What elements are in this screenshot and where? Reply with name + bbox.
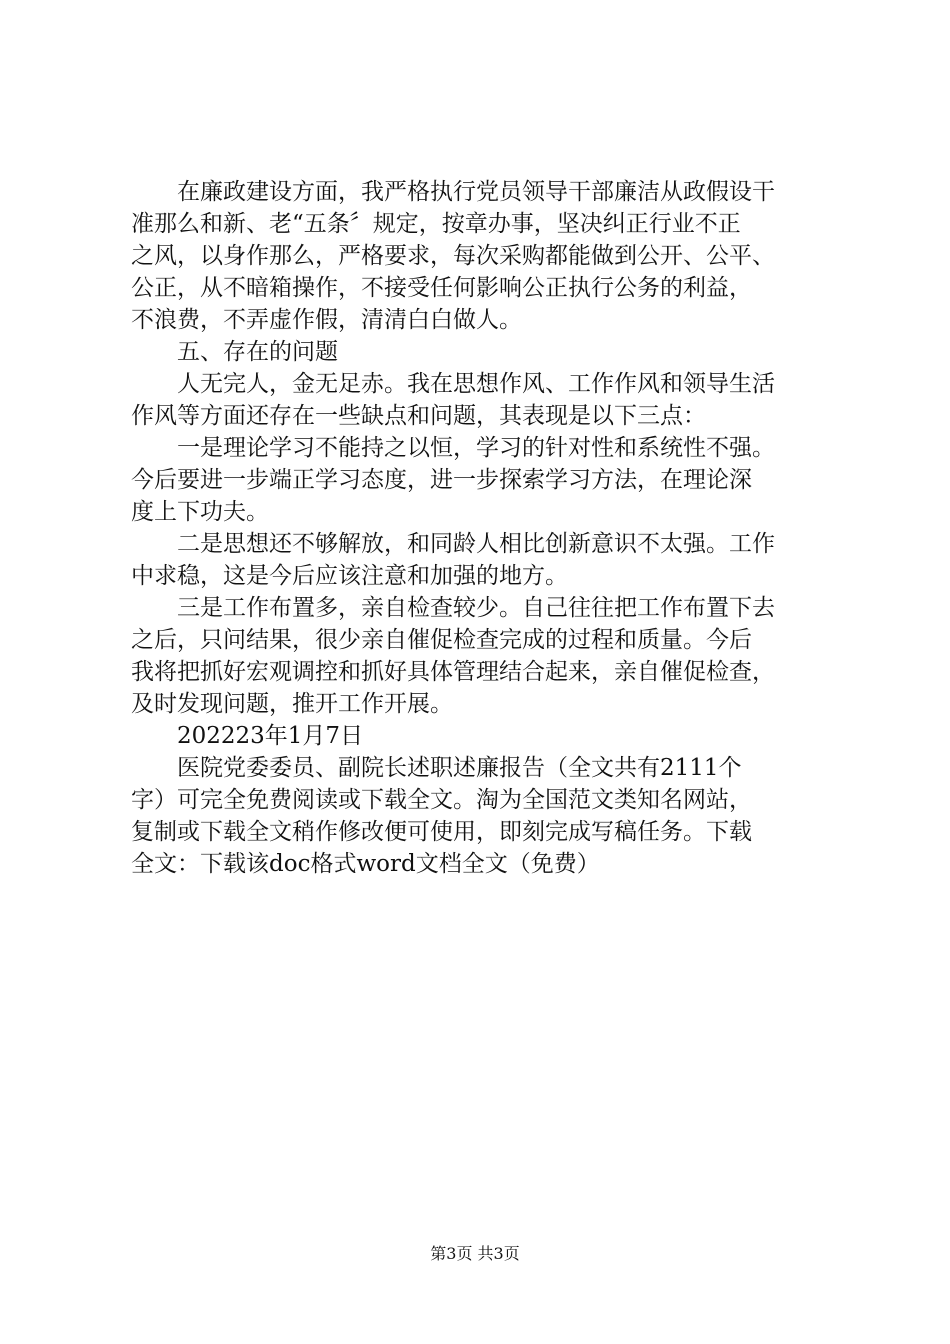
paragraph-intro-problems: 人无完人，金无足赤。我在思想作风、工作作风和领导生活 作风等方面还存在一些缺点和问题，其表现是以下三点： <box>131 371 775 429</box>
paragraph-problem-two: 二是思想还不够解放，和同龄人相比创新意识不太强。工作 中求稳，这是今后应该注意和加强的地方。 <box>131 531 775 589</box>
download-notice: 医院党委委员、副院长述职述廉报告（全文共有2111个 字）可完全免费阅读或下载全文。淘为全国范文类知名网站， 复制或下载全文稍作修改便可使用，即刻完成写稿任务。下载 全文：下载该doc格式word文档全文（免费） <box>131 755 752 877</box>
document-date: 202223年1月7日 <box>131 723 364 749</box>
document-body <box>131 176 851 880</box>
paragraph-problem-three: 三是工作布置多，亲自检查较少。自己往往把工作布置下去 之后，只问结果，很少亲自催促检查完成的过程和质量。今后 我将把抓好宏观调控和抓好具体管理结合起来，亲自催促检查， 及时发现问题，推开工作开展。 <box>131 595 775 717</box>
page-number-footer: 第3页 共3页 <box>430 1244 520 1263</box>
section-heading-problems: 五、存在的问题 <box>131 339 338 365</box>
paragraph-integrity: 在廉政建设方面，我严格执行党员领导干部廉洁从政假设干 准那么和新、老“五条〞规定，按章办事，坚决纠正行业不正 之风，以身作那么，严格要求，每次采购都能做到公开、公平、 公正，从不暗箱操作，不接受任何影响公正执行公务的利益， 不浪费，不弄虚作假，清清白白做人。 <box>131 179 775 333</box>
paragraph-problem-one: 一是理论学习不能持之以恒，学习的针对性和系统性不强。 今后要进一步端正学习态度，进一步探索学习方法，在理论深 度上下功夫。 <box>131 435 775 525</box>
